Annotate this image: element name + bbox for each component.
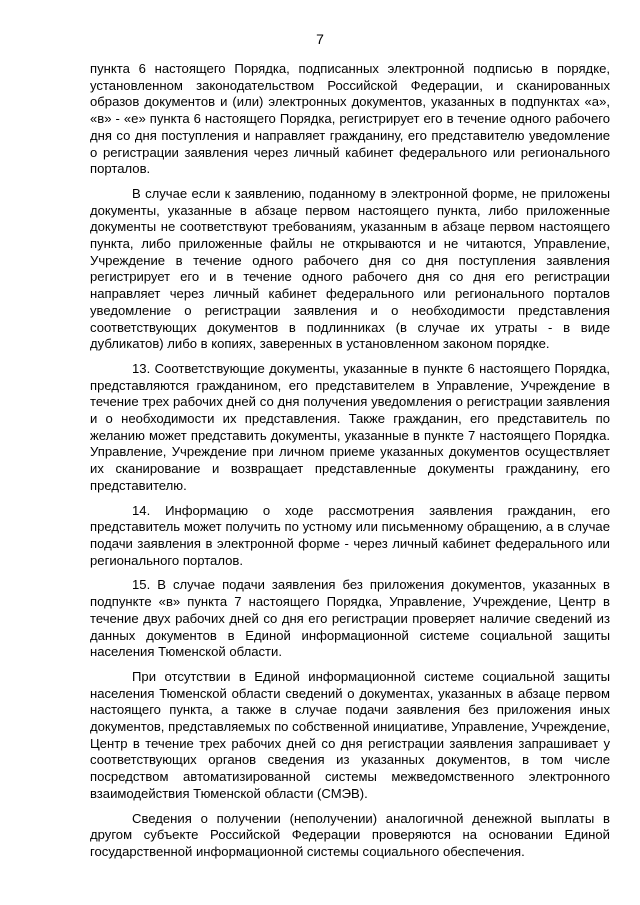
paragraph-item-15-absence: При отсутствии в Единой информационной системе социальной защиты населения Тюменской области сведений о документах, указанных в абзаце первом настоящего пункта, а также в случае подачи заявления без приложения иных документов, представляемых по собственной инициативе, Управление, Учреждение, Центр в течение трех рабочих дней со дня регистрации заявления запрашивает у соответствующих органов сведения из указанных документов, в том числе посредством автоматизированной системы межведомственного электронного взаимодействия Тюменской области (СМЭВ). (90, 668, 610, 801)
paragraph-item-15: 15. В случае подачи заявления без приложения документов, указанных в подпункте «в» пункта 7 настоящего Порядка, Управление, Учреждение, Центр в течение двух рабочих дней со дня его регистрации проверяет наличие сведений из данных документов в Единой информационной системе социальной защиты населения Тюменской области. (90, 577, 610, 660)
document-body (90, 61, 610, 869)
paragraph-continuation: пункта 6 настоящего Порядка, подписанных электронной подписью в порядке, установленном законодательством Российской Федерации, и сканированных образов документов и (или) электронных документов, указанных в подпунктах «а», «в» - «е» пункта 6 настоящего Порядка, регистрирует его в течение одного рабочего дня со дня поступления и направляет гражданину, его представителю уведомление о регистрации заявления через личный кабинет федерального или регионального порталов. (90, 61, 610, 177)
paragraph-missing-documents: В случае если к заявлению, поданному в электронной форме, не приложены документы, указанные в абзаце первом настоящего пункта, либо приложенные документы не соответствуют требованиям, указанным в абзаце первом настоящего пункта, либо приложенные файлы не открываются и не читаются, Управление, Учреждение в течение одного рабочего дня со дня поступления заявления регистрирует его и в течение одного рабочего дня со дня его регистрации направляет через личный кабинет федерального или регионального порталов уведомление о регистрации заявления и о необходимости представления соответствующих документов в подлинниках (в случае их утраты - в виде дубликатов) либо в копиях, заверенных в установленном законом порядке. (90, 185, 610, 352)
paragraph-item-14: 14. Информацию о ходе рассмотрения заявления гражданин, его представитель может получить по устному или письменному обращению, а в случае подачи заявления в электронной форме - через личный кабинет федерального или регионального порталов. (90, 502, 610, 568)
paragraph-item-13: 13. Соответствующие документы, указанные в пункте 6 настоящего Порядка, представляются гражданином, его представителем в Управление, Учреждение в течение трех рабочих дней со дня получения уведомления о регистрации заявления и о необходимости их представления. Также гражданин, его представитель по желанию может представить документы, указанные в пункте 7 настоящего Порядка. Управление, Учреждение при личном приеме указанных документов осуществляет их сканирование и возвращает представленные документы гражданину, его представителю. (90, 360, 610, 493)
paragraph-item-15-egisso: Сведения о получении (неполучении) аналогичной денежной выплаты в другом субъекте Российской Федерации проверяются на основании Единой государственной информационной системы социального обеспечения. (90, 810, 610, 859)
page-number: 7 (316, 31, 324, 47)
